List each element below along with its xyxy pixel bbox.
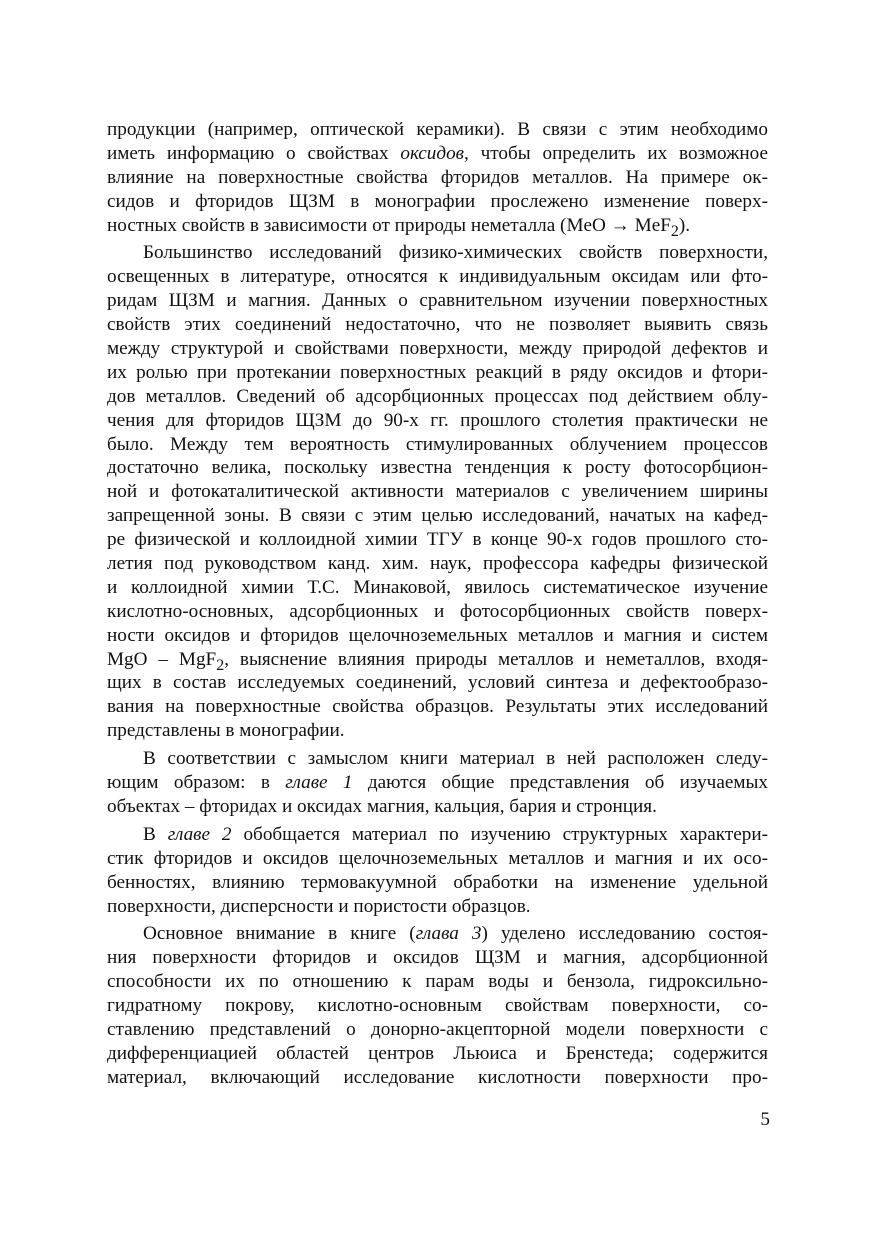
text-line: свойств этих соединений недостаточно, что не позволяет выявить связь xyxy=(107,314,768,336)
text-line: продукции (например, оптической керамики). В связи с этим необходимо xyxy=(107,119,768,140)
text-line: бенностях, влиянию термовакуумной обработки на изменение удельной xyxy=(107,871,768,893)
text-line: и коллоидной химии Т.С. Минаковой, явилось систематическое изучение xyxy=(107,576,768,598)
text-line: материал, включающий исследование кислотности поверхности про- xyxy=(107,1066,768,1088)
text-line: кислотно-основных, адсорбционных и фотосорбционных свойств поверх- xyxy=(107,600,768,622)
text-line: чения для фторидов ЩЗМ до 90-х гг. прошлого столетия практически не xyxy=(107,409,768,431)
paragraph xyxy=(107,241,768,743)
text-line: способности их по отношению к парам воды и бензола, гидроксильно- xyxy=(107,971,768,993)
text-line: их ролью при протекании поверхностных реакций в ряду оксидов и фтори- xyxy=(107,361,768,383)
text-line: В соответствии с замыслом книги материал в ней расположен следу- xyxy=(143,748,768,770)
text-line: стик фторидов и оксидов щелочноземельных металлов и магния и их осо- xyxy=(107,847,768,869)
text-line: ставлению представлений о донорно-акцепторной модели поверхности с xyxy=(107,1018,768,1040)
text-line: дов металлов. Сведений об адсорбционных процессах под действием облу- xyxy=(107,385,768,407)
text-line: ности оксидов и фторидов щелочноземельных металлов и магния и систем xyxy=(107,624,768,646)
page-body xyxy=(107,118,768,1090)
text-line: иметь информацию о свойствах оксидов, чтобы определить их возможное xyxy=(107,142,768,164)
paragraph xyxy=(107,747,768,819)
text-line: ридам ЩЗМ и магния. Данных о сравнительном изучении поверхностных xyxy=(107,290,768,312)
text-line: гидратному покрову, кислотно-основным свойствам поверхности, со- xyxy=(107,995,768,1017)
text-line: Основное внимание в книге (глава 3) уделено исследованию состоя- xyxy=(143,923,769,945)
text-line: В главе 2 обобщается материал по изучению структурных характери- xyxy=(143,823,768,845)
text-line: сидов и фторидов ЩЗМ в монографии прослежено изменение поверх- xyxy=(107,190,768,212)
text-line: ющим образом: в главе 1 даются общие представления об изучаемых xyxy=(107,772,768,794)
text-line: поверхности, дисперсности и пористости образцов. xyxy=(107,895,531,917)
text-line: летия под руководством канд. хим. наук, профессора кафедры физической xyxy=(107,553,768,575)
text-line: запрещенной зоны. В связи с этим целью исследований, начатых на кафед- xyxy=(107,505,768,527)
text-line: щих в состав исследуемых соединений, условий синтеза и дефектообразо- xyxy=(107,672,768,694)
text-line: Большинство исследований физико-химических свойств поверхности, xyxy=(143,242,768,264)
paragraph xyxy=(107,823,768,919)
text-line: ностных свойств в зависимости от природы неметалла (MeO → MeF$_2$). xyxy=(107,214,691,240)
paragraph xyxy=(107,922,768,1089)
text-line: между структурой и свойствами поверхности, между природой дефектов и xyxy=(107,338,768,360)
text-line: вания на поверхностные свойства образцов. Результаты этих исследований xyxy=(107,696,768,718)
text-line: ре физической и коллоидной химии ТГУ в конце 90-х годов прошлого сто- xyxy=(107,529,768,551)
text-line: дифференциацией областей центров Льюиса и Бренстеда; содержится xyxy=(107,1042,768,1064)
text-line: MgO – MgF$_2$, выяснение влияния природы металлов и неметаллов, входя- xyxy=(107,648,768,674)
text-line: ной и фотокаталитической активности материалов с увеличением ширины xyxy=(107,481,768,503)
text-line: объектах – фторидах и оксидах магния, кальция, бария и стронция. xyxy=(107,795,657,817)
text-line: влияние на поверхностные свойства фторидов металлов. На примере ок- xyxy=(107,166,768,188)
text-line: достаточно велика, поскольку известна тенденция к росту фотосорбцион- xyxy=(107,457,768,479)
text-line: было. Между тем вероятность стимулированных облучением процессов xyxy=(107,433,768,455)
page-number: 5 xyxy=(760,1109,770,1130)
text-line: освещенных в литературе, относятся к индивидуальным оксидам или фто- xyxy=(107,266,768,288)
text-line: ния поверхности фторидов и оксидов ЩЗМ и магния, адсорбционной xyxy=(107,947,768,969)
paragraph xyxy=(107,118,768,240)
text-line: представлены в монографии. xyxy=(107,720,345,742)
